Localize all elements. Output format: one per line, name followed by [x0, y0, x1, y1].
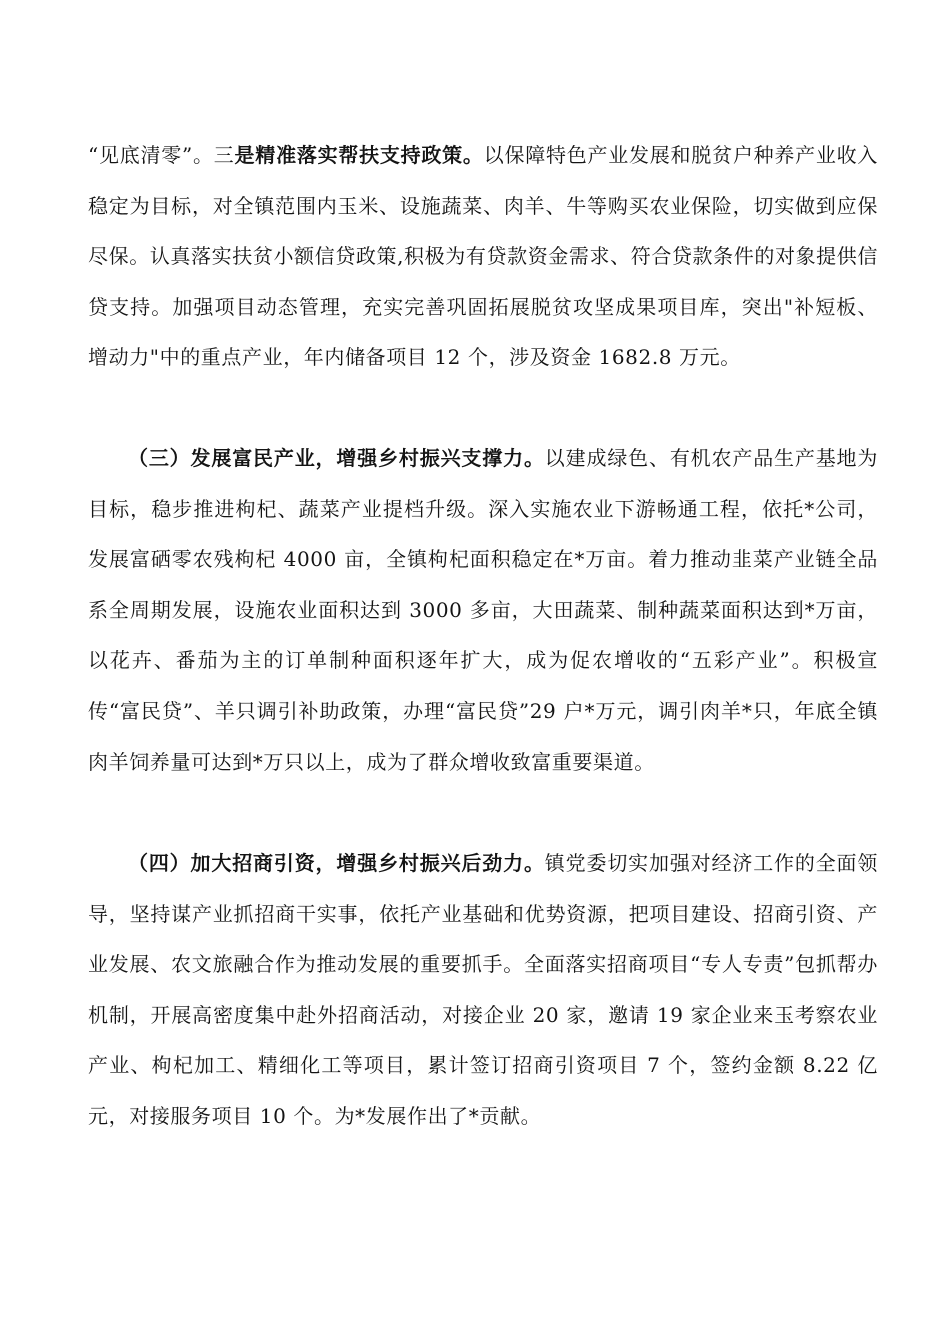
paragraph-text: “见底清零”。三 [88, 143, 235, 167]
paragraph-text: 以保障特色产业发展和脱贫户种养产业收入稳定为目标，对全镇范围内玉米、设施蔬菜、肉羊、牛等购买农业保险，切实做到应保尽保。认真落实扶贫小额信贷政策,积极为有贷款资金需求、符合贷款条件的对象提供信贷支持。加强项目动态管理，充实完善巩固拓展脱贫攻坚成果项目库，突出"补短板、增动力"中的重点产业，年内储备项目 12 个，涉及资金 1682.8 万元。 [88, 143, 878, 370]
paragraph-section-three [88, 433, 878, 787]
section-heading: （三）发展富民产业，增强乡村振兴支撑力。 [128, 446, 545, 470]
paragraph-heading: 是精准落实帮扶支持政策。 [234, 143, 484, 167]
section-heading: （四）加大招商引资，增强乡村振兴后劲力。 [128, 851, 545, 875]
paragraph-text: 镇党委切实加强对经济工作的全面领导，坚持谋产业抓招商干实事，依托产业基础和优势资源，把项目建设、招商引资、产业发展、农文旅融合作为推动发展的重要抓手。全面落实招商项目“专人专责”包抓帮办机制，开展高密度集中赴外招商活动，对接企业 20 家，邀请 19 家企业来玉考察农业产业、枸杞加工、精细化工等项目，累计签订招商引资项目 7 个，签约金额 8.22 亿元，对接服务项目 10 个。为*发展作出了*贡献。 [88, 851, 878, 1128]
paragraph-policy-support [88, 130, 878, 383]
paragraph-section-four [88, 838, 878, 1142]
paragraph-text: 以建成绿色、有机农产品生产基地为目标，稳步推进枸杞、蔬菜产业提档升级。深入实施农业下游畅通工程，依托*公司，发展富硒零农残枸杞 4000 亩，全镇枸杞面积稳定在*万亩。着力推动韭菜产业链全品系全周期发展，设施农业面积达到 3000 多亩，大田蔬菜、制种蔬菜面积达到*万亩，以花卉、番茄为主的订单制种面积逐年扩大，成为促农增收的“五彩产业”。积极宣传“富民贷”、羊只调引补助政策，办理“富民贷”29 户*万元，调引肉羊*只，年底全镇肉羊饲养量可达到*万只以上，成为了群众增收致富重要渠道。 [88, 446, 878, 774]
